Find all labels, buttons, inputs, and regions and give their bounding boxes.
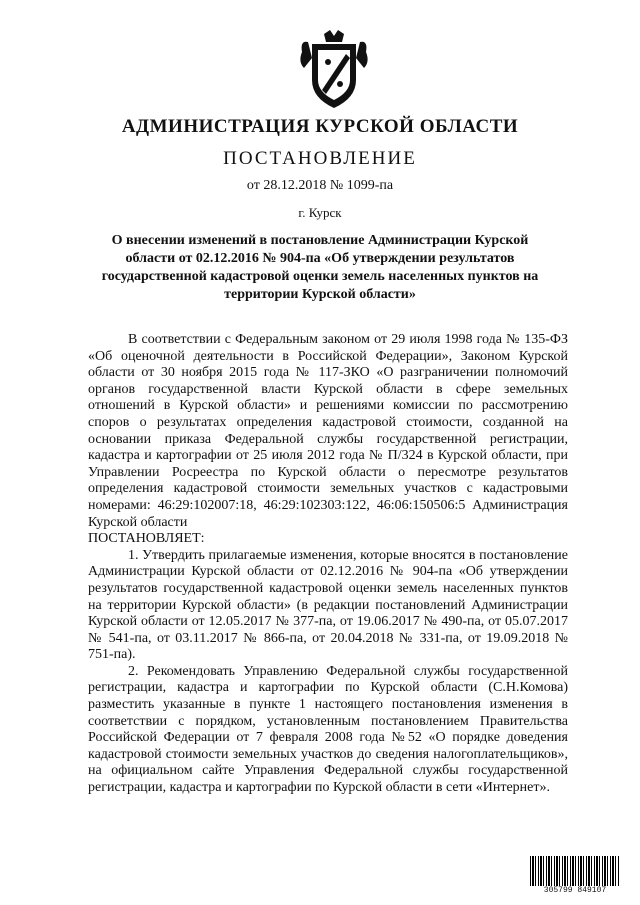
document-title: О внесении изменений в постановление Администрации Курской области от 02.12.2016 № 904-па «Об утверждении результатов государственной кадастровой оценки земель населенных пунктов на территории Курской области» (101, 233, 539, 302)
document-body (88, 332, 568, 797)
organization-title: АДМИНИСТРАЦИЯ КУРСКОЙ ОБЛАСТИ (121, 116, 519, 137)
document-type: ПОСТАНОВЛЕНИЕ (223, 148, 417, 169)
city: г. Курск (298, 205, 342, 220)
coat-of-arms-icon (298, 28, 370, 110)
barcode-icon (530, 856, 620, 886)
preamble-paragraph: В соответствии с Федеральным законом от 29 июля 1998 года № 135-ФЗ «Об оценочной деятельности в Российской Федерации», Законом Курской области от 30 ноября 2015 года № 117-ЗКО «О разграничении полномочий органов государственной власти Курской области в сфере земельных отношений в Курской области» и решениями комиссии по рассмотрению споров о результатах определения кадастровой стоимости, созданной на основании приказа Федеральной службы государственной регистрации, кадастра и картографии от 25 июля 2012 года № П/324 в Курской области, при Управлении Росреестра по Курской области о пересмотре результатов определения кадастровой стоимости земельных участков с кадастровыми номерами: 46:29:102007:18, 46:29:102303:122, 46:06:150506:5 Администрация Курской области (88, 332, 568, 530)
item-2-paragraph: 2. Рекомендовать Управлению Федеральной службы государственной регистрации, кадастра и картографии по Курской области (С.Н.Комова) разместить указанные в пункте 1 настоящего постановления изменения в соответствии с порядком, установленным постановлением Правительства Российской Федерации от 7 февраля 2008 года №52 «О порядке доведения кадастровой стоимости земельных участков до сведения налогоплательщиков», на официальном сайте Управления Федеральной службы государственной регистрации, кадастра и картографии по Курской области в сети «Интернет». (88, 663, 568, 796)
date-number: от 28.12.2018 № 1099-па (246, 178, 394, 193)
barcode (530, 856, 620, 896)
item-1-paragraph: 1. Утвердить прилагаемые изменения, которые вносятся в постановление Администрации Курской области от 02.12.2016 № 904-па «Об утверждении результатов государственной кадастровой оценки земель населенных пунктов на территории Курской области» (в редакции постановлений Администрации Курской области от 12.05.2017 № 377-па, от 19.06.2017 № 490-па, от 05.07.2017 № 541-па, от 03.11.2017 № 866-па, от 20.04.2018 № 331-па, от 19.09.2018 № 751-па). (88, 547, 568, 663)
barcode-number: 305799 849107 (543, 886, 607, 895)
resolves-line: ПОСТАНОВЛЯЕТ: (88, 531, 205, 547)
